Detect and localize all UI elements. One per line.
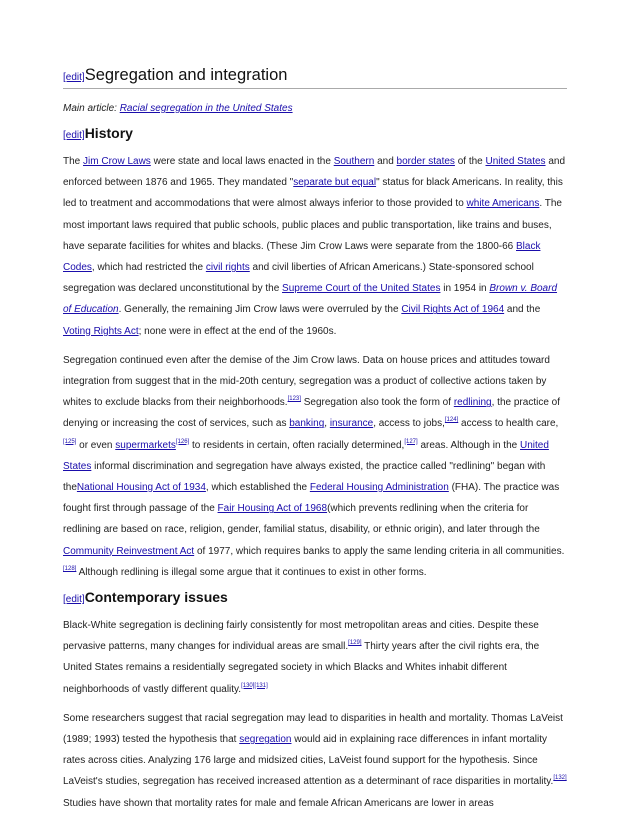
wiki-link[interactable]: separate but equal: [293, 177, 377, 189]
wiki-link[interactable]: United States: [63, 439, 549, 472]
paragraph-segregation-trends: [63, 615, 567, 700]
text-run: The: [63, 156, 84, 167]
text-run: in 1954 in: [440, 283, 490, 295]
paragraph-redlining: [63, 350, 567, 583]
citation-ref[interactable]: [128]: [63, 565, 77, 572]
text-run: Segregation continued even after the demise of the Jim Crow laws. Data on house prices and attitudes toward integration from suggest that in the mid-20th century, segregation was a product of collective actions taken by whites to exclude blacks from their neighborhoods.: [63, 354, 550, 409]
heading-title: History: [84, 125, 133, 141]
citation-ref[interactable]: [126]: [175, 438, 190, 445]
edit-link[interactable]: [edit]: [63, 130, 85, 141]
wiki-link[interactable]: segregation: [239, 734, 292, 746]
text-run: Black-White segregation is declining fairly consistently for most metropolitan areas and cities. Despite these pervasive patterns, many changes for individual areas are small.: [63, 620, 539, 653]
wiki-link[interactable]: redlining: [453, 397, 492, 409]
text-run: , which had restricted the: [91, 262, 206, 274]
heading-title: Contemporary issues: [84, 589, 228, 606]
text-run: , the practice of denying or increasing the cost of services, such as: [63, 397, 560, 430]
wiki-link[interactable]: border states: [396, 156, 455, 167]
text-run: ,: [324, 418, 330, 430]
wiki-link[interactable]: Jim Crow Laws: [83, 156, 151, 167]
wiki-link[interactable]: Community Reinvestment Act: [63, 545, 195, 557]
wiki-link[interactable]: National Housing Act of 1934: [76, 482, 206, 494]
wiki-link[interactable]: United States: [485, 156, 546, 167]
article-body: [63, 66, 567, 814]
text-run: Thirty years after the civil rights era, the United States remains a residentially segregated society in which Blacks and Whites inhabit different neighborhoods of vastly different quality.: [63, 641, 540, 695]
text-run: , which established the: [205, 482, 310, 494]
citation-ref[interactable]: [123]: [287, 396, 301, 403]
text-run: would aid in explaining race differences in infant mortality rates across cities. Analyzing 176 large and midsized cities, LaVeist found support for the hypothesis. Since LaVeist's studies, segregation has received increased attention as a determinant of race disparities in mortality.: [63, 734, 554, 788]
edit-link[interactable]: [edit]: [63, 72, 85, 83]
citation-ref[interactable]: [127]: [404, 438, 418, 445]
heading-title: Segregation and integration: [84, 66, 288, 84]
wiki-link[interactable]: supermarkets: [115, 439, 176, 451]
citation-ref[interactable]: [125]: [63, 438, 77, 445]
text-run: access to health care,: [458, 418, 559, 430]
text-run: and the: [504, 304, 541, 316]
section-heading-history: [63, 125, 567, 143]
citation-ref[interactable]: [124]: [444, 417, 459, 424]
wiki-link[interactable]: Fair Housing Act of 1968: [217, 503, 328, 515]
wiki-link[interactable]: white Americans: [466, 198, 540, 210]
paragraph-health-mortality: [63, 708, 567, 814]
section-heading-contemporary: [63, 589, 567, 607]
edit-link[interactable]: [edit]: [63, 594, 85, 606]
wiki-link[interactable]: Voting Rights Act: [63, 325, 139, 337]
text-run: and civil liberties of African Americans.) State-sponsored school segregation was declared unconstitutional by the: [63, 262, 534, 295]
wiki-link[interactable]: insurance: [329, 418, 374, 430]
section-heading-segregation: [63, 66, 567, 89]
text-run: informal discrimination and segregation have always existed, the practice called "redlining" began with the: [63, 460, 546, 494]
wiki-link[interactable]: Black Codes: [63, 240, 541, 274]
wiki-link[interactable]: civil rights: [205, 262, 250, 274]
wiki-link[interactable]: Civil Rights Act of 1964: [401, 304, 505, 316]
text-run: , access to jobs,: [373, 418, 445, 430]
wiki-link[interactable]: Federal Housing Administration: [309, 482, 449, 494]
text-run: or even: [76, 439, 116, 451]
text-run: . The most important laws required that public schools, public places and public transportation, like trains and buses, have separate facilities for whites and blacks. (These Jim Crow Laws were separate from the 1800-66: [63, 198, 562, 252]
text-run: Studies have shown that mortality rates for male and female African Americans are lower in areas: [63, 797, 494, 809]
paragraph-jim-crow: [63, 151, 567, 342]
text-run: Although redlining is illegal some argue that it continues to exist in other forms.: [76, 566, 427, 578]
text-run: and enforced between 1876 and 1965. They mandated ": [63, 156, 566, 189]
text-run: Segregation also took the form of: [300, 397, 454, 409]
wiki-link[interactable]: Brown v. Board of Education: [63, 283, 558, 316]
text-run: (which prevents redlining when the criteria for redlining are based on race, religion, gender, familial status, disability, or ethnic origin), and later through the: [63, 503, 540, 536]
text-run: and: [374, 156, 397, 167]
text-run: of the: [454, 156, 486, 167]
main-article-note: [63, 103, 567, 114]
citation-ref[interactable]: [130][131]: [241, 682, 268, 689]
text-run: Some researchers suggest that racial segregation may lead to disparities in health and mortality. Thomas LaVeist (1989; 1993) tested the hypothesis that: [63, 712, 563, 746]
text-run: were state and local laws enacted in the: [150, 156, 334, 167]
wiki-link[interactable]: Southern: [333, 156, 375, 167]
citation-ref[interactable]: [129]: [348, 640, 362, 647]
main-article-link[interactable]: Racial segregation in the United States: [119, 103, 293, 114]
wiki-link[interactable]: Supreme Court of the United States: [282, 283, 441, 295]
text-run: . Generally, the remaining Jim Crow laws were overruled by the: [118, 304, 402, 316]
text-run: of 1977, which requires banks to apply the same lending criteria in all communities.: [194, 545, 565, 557]
wiki-link[interactable]: banking: [289, 418, 325, 430]
citation-ref[interactable]: [132]: [553, 775, 567, 782]
text-run: areas. Although in the: [417, 439, 520, 451]
text-run: to residents in certain, often racially determined,: [189, 439, 405, 451]
text-run: ; none were in effect at the end of the 1960s.: [138, 325, 337, 337]
text-run: (FHA). The practice was fought first through passage of the: [63, 482, 560, 515]
text-run: " status for black Americans. In reality, this led to treatment and accommodations that were almost always inferior to those provided to: [63, 177, 563, 210]
main-article-prefix: Main article:: [63, 103, 120, 114]
